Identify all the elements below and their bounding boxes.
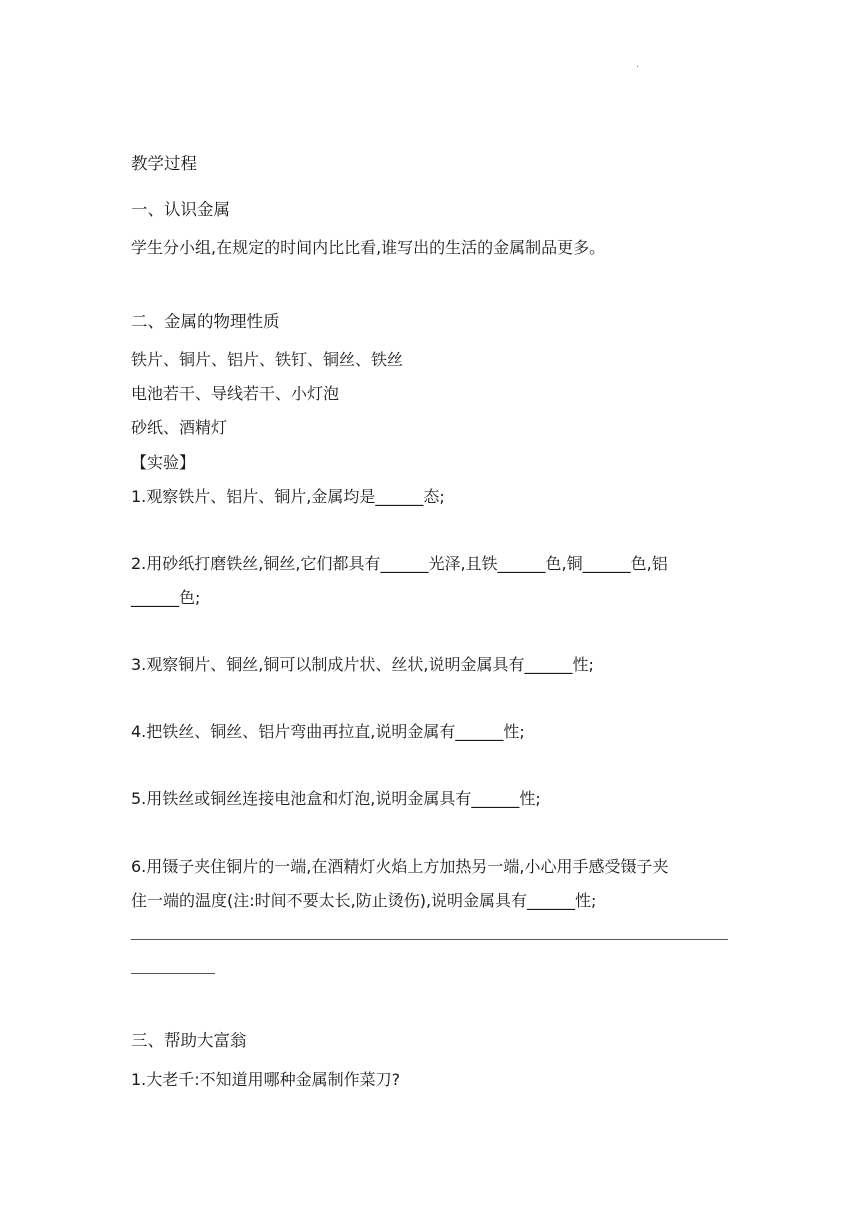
experiment-item-3: 3.观察铜片、铜丝,铜可以制成片状、丝状,说明金属具有______性; <box>131 655 594 674</box>
section-1-text: 学生分小组,在规定的时间内比比看,谁写出的生活的金属制品更多。 <box>131 238 606 257</box>
experiment-item-2: 2.用砂纸打磨铁丝,铜丝,它们都具有______光泽,且铁______色,铜______色,铝 <box>131 554 668 573</box>
experiment-item-1: 1.观察铁片、铝片、铜片,金属均是______态; <box>131 487 445 506</box>
experiment-item-6: 6.用镊子夹住铜片的一端,在酒精灯火焰上方加热另一端,小心用手感受镊子夹 <box>131 857 669 876</box>
experiment-item-5: 5.用铁丝或铜丝连接电池盒和灯泡,说明金属具有______性; <box>131 789 541 808</box>
section-heading-3: 三、帮助大富翁 <box>131 1031 247 1050</box>
section-heading-1: 一、认识金属 <box>131 200 230 219</box>
experiment-label: 【实验】 <box>131 453 196 472</box>
materials-line-2: 电池若干、导线若干、小灯泡 <box>131 384 340 403</box>
materials-line-3: 砂纸、酒精灯 <box>131 418 228 437</box>
section-3-item-1: 1.大老千:不知道用哪种金属制作菜刀? <box>131 1070 401 1089</box>
experiment-item-2-cont: ______色; <box>131 588 201 607</box>
experiment-item-6-cont: 住一端的温度(注:时间不要太长,防止烫伤),说明金属具有______性; <box>131 891 597 910</box>
section-heading-2: 二、金属的物理性质 <box>131 312 280 331</box>
experiment-item-4: 4.把铁丝、铜丝、铝片弯曲再拉直,说明金属有______性; <box>131 722 525 741</box>
answer-line-long <box>131 939 728 940</box>
materials-line-1: 铁片、铜片、铝片、铁钉、铜丝、铁丝 <box>131 350 404 369</box>
page-title: 教学过程 <box>131 154 197 173</box>
answer-line-short <box>131 973 215 974</box>
header-mark: . <box>636 59 640 70</box>
